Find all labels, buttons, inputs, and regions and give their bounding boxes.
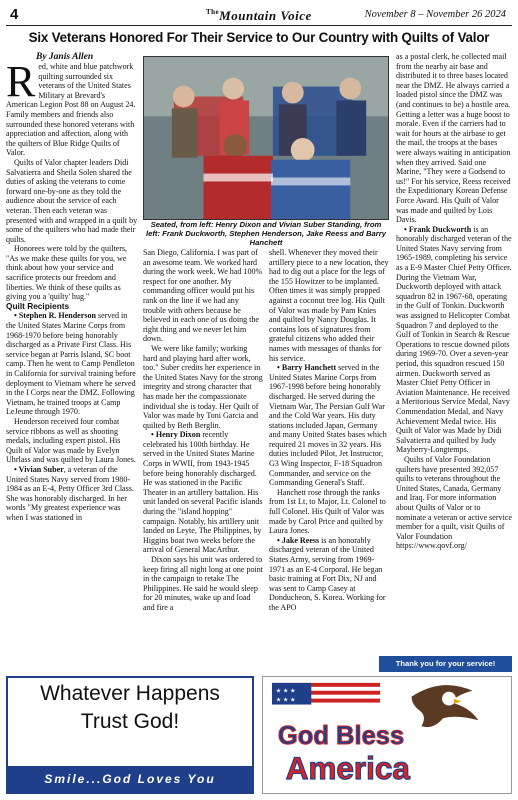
article-column-3 xyxy=(269,248,389,676)
paragraph: served in the United States Marine Corps from 1968-1970 before being honorably discharged as a Private First Class. His service began at Parris Island, SC boot camp. Then he went to Camp Pendleton in California for survival training before deployment to Vietnam where he served in the I Corps near the DMZ. Following Vietnam, he trained troops at Camp LeJeune through 1970. xyxy=(6,311,136,417)
article-column-2 xyxy=(143,248,263,676)
ad-god-bless-america xyxy=(262,676,512,794)
ad-word-1: God Bless xyxy=(277,721,405,750)
eagle-flag-icon xyxy=(263,677,511,793)
paragraph: Quilts of Valor chapter leaders Didi Salvatierra and Sheila Solen shared the duties of asking the veterans to come forward one-by-one as they told the audience about the service of each veteran. Then each veteran was presented with and wrapped in a quilt by some of the quilters who had made their quilts. xyxy=(6,157,138,244)
veterans-photo-illustration xyxy=(144,57,388,219)
section-subhead: Quilt Recipients xyxy=(6,300,70,311)
paragraph: served in the United States Marine Corps from 1967-1998 before being honorably discharged. He served during the Vietnam War, The Persian Gulf War and the Cold War years. His duty stations included Japan, Germany and many United States bases which required 21 moves in 32 years. His duties included Pilot, Jet Instructor, G3 Wing Inspector, F-18 Squadron Commander, and service on the Commanding General's Staff. xyxy=(269,363,387,488)
paper-name xyxy=(206,8,312,24)
paper-name-text: Mountain Voice xyxy=(219,8,312,23)
svg-text:★ ★ ★: ★ ★ ★ xyxy=(275,688,296,695)
paragraph: , a veteran of the United States Navy served from 1980-1984 as an E-4, Petty Officer 3rd Class. She was honorably discharged. In her words "My greatest experience was when I was stationed in xyxy=(6,464,134,522)
paper-name-prefix: The xyxy=(206,8,220,16)
photo-caption: Seated, from left: Henry Dixon and Vivian Suber Standing, from left: Frank Duckworth, Stephen Henderson, Jake Reess and Barry Hanchett xyxy=(145,220,387,247)
paragraph: shell. Whenever they moved their artillery piece to a new location, they had to dig out a place for the legs of the 155 Howitzer to be implanted. Often times it was simply propped against a coconut tree log. His Quilt of Valor was made by Pam Knies and quilted by Nancy Douglas. It contains lots of signatures from grateful citizens who added their names with messages of thanks for his service. xyxy=(269,248,389,363)
article-column-4 xyxy=(396,52,512,672)
ad-tagline: Smile...God Loves You xyxy=(8,766,252,792)
paragraph: is an honorably discharged veteran of the United States Army, serving from 1969-1971 as an E-4 Corporal. He began basic training at Fort Dix, NJ and was sent to Camp Casey at Donducheon, S. Korea. Working for the APO xyxy=(269,535,386,612)
paragraph: Quilts of Valor Foundation quilters have presented 392,057 quilts to veterans throughout the United States, Canada, Germany and Iraq. For more information about Quilts of Valor or to nominate a veteran or active service member for a quilt, visit Quilts of Valor Foundation https://www.qovf.org/ xyxy=(396,454,512,551)
paragraph: as a postal clerk, he collected mail from the nearby air base and distributed it to three bases located near the DMZ. He always carried a loaded pistol since the DMZ was (and continues to be) a hostile area. Getting a letter was a huge boost to morale. Even if the carriers had to wait for hours at the airbase to get the mail, the troops at the bases were always waiting in anticipation when they arrived. Said one Marine, "They were a Godsend to us!" For his service, Reess received the Expeditionary Korean Defense Force Award. His Quilt of Valor was made and quilted by Lois Davis. xyxy=(396,52,511,225)
paragraph: Hanchett rose through the ranks from 1st Lt, to Major, Lt. Colonel to full Colonel. His Quilt of Valor was made by Carol Price and quilted by Laura Jones. xyxy=(269,487,386,536)
page-number: 4 xyxy=(10,6,19,23)
paragraph: Honorees were told by the quilters, "As we make these quilts for you, we think about how your service and sacrifice protects our freedom and liberties. We think of these quilts as giving you a 'quilty' hug." xyxy=(6,244,128,302)
article-photo xyxy=(143,56,389,220)
recipient-name: • Frank Duckworth xyxy=(404,224,472,234)
article-byline: By Janis Allen xyxy=(36,52,94,62)
paragraph: Henderson received four combat service ribbons as well as shooting medals, including expert pistol. His Quilt of Valor was made by Evelyn Uhrlass and was quilted by Laura Jones. xyxy=(6,416,136,465)
recipient-name: • Jake Reess xyxy=(277,535,320,545)
flag-stripes-icon xyxy=(272,683,380,705)
paragraph: San Diego, California. I was part of an awesome team. We worked hard during the work week. We had 100% respect for one another. My commanding officer would put his rank on the line if we had any trouble with others because he believed in each one of us doing the right thing and we never let him down. xyxy=(143,248,263,344)
paragraph: recently celebrated his 100th birthday. He served in the United States Marine Corps in WWII, from 1943-1945 before being honorably discharged. He was stationed in the Pacific Theater in an artillery battalion. His unit landed on several Pacific islands during the "island hopping" campaign. Notably, his artillery unit landed on Leyte, The Philippines, by Higgins boat two weeks before the arrival of General MacArthur. xyxy=(143,430,263,555)
paragraph: Dixon says his unit was ordered to keep firing all night long at one point in the campaign to retake The Philippines. He said he would sleep for 20 minutes, wake up and load and fire a xyxy=(143,555,263,612)
svg-text:★ ★ ★: ★ ★ ★ xyxy=(275,697,296,704)
paragraph: We were like family; working hard and playing hard after work, too." Suber credits her experience in the United States Navy for the strong integrity and strong character that has made her the compassionate individual she is today. Her Quilt of Valor was made by Toni Garcia and quilted by Beth Berglin. xyxy=(143,343,263,430)
ad-word-2: America xyxy=(285,751,410,787)
recipient-name: • Barry Hanchett xyxy=(277,363,337,373)
article-headline: Six Veterans Honored For Their Service to Our Country with Quilts of Valor xyxy=(28,30,490,45)
paragraph: ed, white and blue patchwork quilting surrounded six veterans of the United States Military at Brevard's American Legion Post 88 on August 24. Family members and friends also surrounded these honored veterans with appreciation and affection, along with the quilters of Blue Ridge Quilts of Valor. xyxy=(6,62,136,158)
issue-dates: November 8 – November 26 2024 xyxy=(364,9,506,20)
recipient-name: • Vivian Suber xyxy=(14,464,64,474)
recipient-name: • Henry Dixon xyxy=(151,430,201,440)
article-column-1 xyxy=(6,62,138,672)
paragraph: is an honorably discharged veteran of the United States Navy serving from 1965-1989, completing his service as a E-9 Master Chief Petty Officer. During the Vietnam War, Duckworth deployed with attack squadron 82 in 1967-68, operating in the Gulf of Tonkin. Duckworth was assigned to Helicopter Combat Squadron 7 and deployed to the Gulf of Tonkin in Search & Rescue Operations to rescue downed pilots during 1969-70. Over a seven-year period, this squadron rescued 150 airmen. Duckworth served as Master Chief Petty Officer in Aviation Maintenance. He received a Meritorious Service Medal, Navy Commendation Medal, and Navy Achievement Medal twice. His Quilt of Valor was Made by Didi Salvatierra and quilted by Judy Mayberry-Longtemps. xyxy=(396,224,512,455)
recipient-name: • Stephen R. Henderson xyxy=(14,311,96,321)
ad-line-2: Trust God! xyxy=(80,710,180,733)
thanks-banner: Thank you for your service! xyxy=(379,656,512,672)
ad-trust-god xyxy=(6,676,254,794)
ad-line-1: Whatever Happens xyxy=(40,682,220,705)
masthead xyxy=(6,6,512,26)
dropcap: R xyxy=(6,62,36,106)
